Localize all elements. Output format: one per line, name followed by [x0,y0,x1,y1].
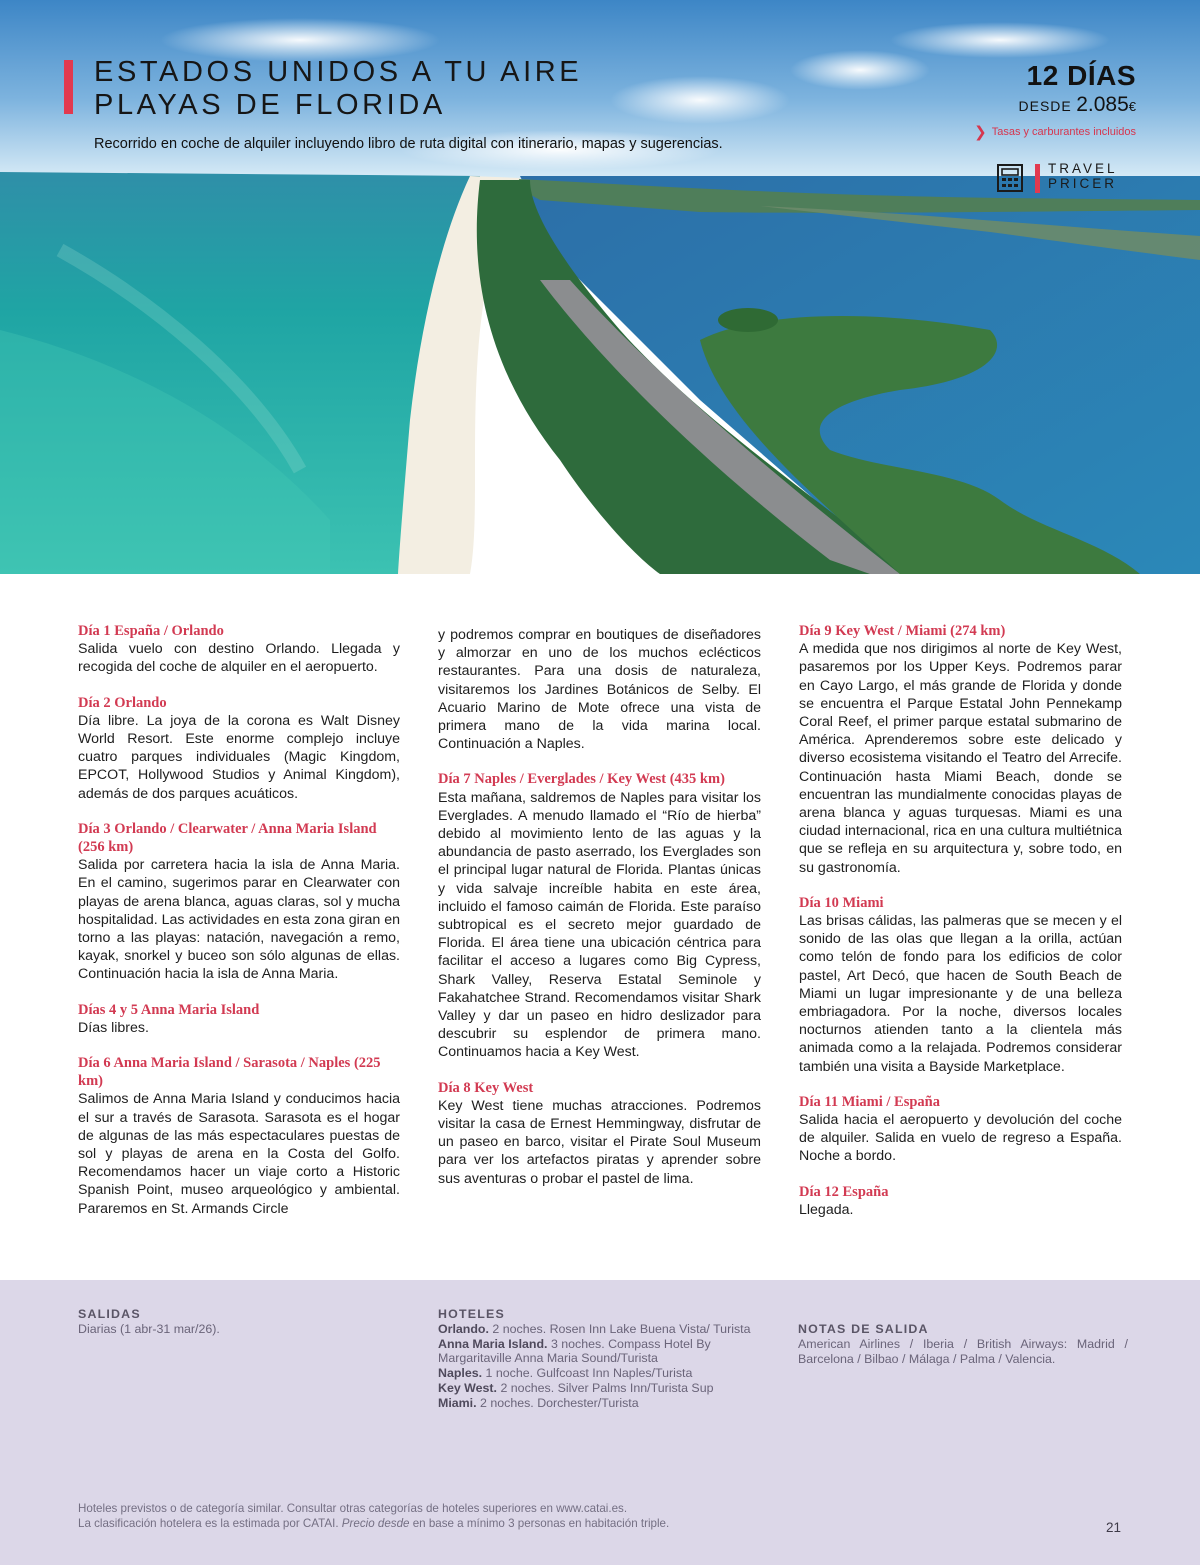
day-12 [799,1183,1122,1219]
hotels-label: HOTELES [438,1307,505,1321]
day-text: Día libre. La joya de la corona es Walt Disney World Resort. Este enorme complejo incluye cuatro parques individuales (Magic Kingdom, EPCOT, Hollywood Studios y Animal Kingdom), además de dos parques acuáticos. [78,712,400,802]
hotel-city: Naples. [438,1366,483,1381]
footer-line-2 [78,1517,669,1532]
day-9 [799,622,1122,877]
page-title [94,56,582,122]
badge-line-2: PRICER [1048,176,1118,191]
footer-line-2-italic: Precio desde [341,1516,410,1530]
day-text: y podremos comprar en boutiques de diseñadores y almorzar en uno de los muchos eclécticos restaurantes. Para una dosis de naturaleza, visitaremos los Jardines Botánicos de Selby. El Acuario Marino de Mote ofrece una vista de primera mano de la vida marina local. Continuación a Naples. [438,627,761,753]
info-panel [0,1280,1200,1565]
price-currency: € [1128,99,1136,114]
days-4-5 [78,1001,400,1037]
day-text: A medida que nos dirigimos al norte de Key West, pasaremos por los Upper Keys. Podremos parar en Cayo Largo, el más grande de Florida y donde se encuentra el Parque Estatal John Pennekamp Coral Reef, el primer parque estatal submarino de América. Aprenderemos sobre este delicado y diverso ecosistema visitando el Teatro del Arrecife. Continuación hasta Miami Beach, donde se encuentran las mundialmente conocidas playas de arena blanca y aguas turquesas. Miami es una ciudad internacional, rica en una cultura multiétnica que se refleja en su arquitectura y, sobre todo, en su gastronomía. [799,641,1122,876]
hotels-block [438,1307,758,1411]
departure-notes-block [798,1322,1128,1366]
day-title: Día 6 Anna Maria Island / Sarasota / Naples (225 km) [78,1055,381,1090]
title-line-2: PLAYAS DE FLORIDA [94,89,446,121]
badge-text [1048,161,1118,191]
day-title: Día 7 Naples / Everglades / Key West (435 km) [438,771,725,788]
hotel-entry [438,1366,758,1381]
day-text: Salida por carretera hacia la isla de Anna Maria. En el camino, sugerimos parar en Clearwater con playas de arena blanca, aguas claras, sol y mucha hospitalidad. Las actividades en esta zona giran en torno a las playas: natación, navegación a remo, kayak, snorkel y buceo son sólo algunas de ellas. Continuación hacia la isla de Anna Maria. [78,857,400,983]
title-accent-bar [64,60,73,114]
day-6-continued [438,626,761,753]
day-title: Día 10 Miami [799,894,884,911]
badge-line-1: TRAVEL [1048,161,1118,176]
trip-duration: 12 DÍAS [1026,60,1136,91]
day-text: Esta mañana, saldremos de Naples para visitar los Everglades. A menudo llamado el “Río de hierba” debido al movimiento lento de las aguas y la abundancia de pasto aserrado, los Everglades son el principal lugar natural de Florida. Plantas únicas y vida salvaje increíble habita en este área, incluido el famoso caimán de Florida. Este paraíso subtropical es el secreto mejor guardado de Florida. El área tiene una ubicación céntrica para facilitar el acceso a lugares como Big Cypress, Shark Valley, Reserva Estatal Seminole y Fakahatchee Strand. Recomendamos visitar Shark Valley y dar un paseo en hidro deslizador para descubrir su esplendor de primera mano. Continuamos hacia a Key West. [438,789,761,1061]
taxes-note-text: Tasas y carburantes incluidos [991,126,1136,138]
page-number: 21 [1106,1520,1122,1535]
footer-line-2-end: en base a mínimo 3 personas en habitación triple. [412,1516,670,1530]
hotel-detail: 2 noches. Rosen Inn Lake Buena Vista/ Turista [492,1321,751,1336]
itinerary-column-2 [438,626,761,1205]
hero-banner [0,0,1200,574]
hotel-entry [438,1337,758,1367]
day-6 [78,1054,400,1218]
day-text: Salimos de Anna Maria Island y conducimos hacia el sur a través de Sarasota. Sarasota es el hogar de algunas de las más espectaculares puestas de sol y playas de arena en la Costa del Golfo. Recomendamos hacer un viaje corto a Historic Spanish Point, museo arqueológico y ambiental. Pararemos en St. Armands Circle [78,1091,400,1217]
price-prefix: DESDE [1018,98,1072,114]
footer-line-2-start: La clasificación hotelera es la estimada por CATAI. [78,1516,339,1530]
day-text: Key West tiene muchas atracciones. Podremos visitar la casa de Ernest Hemmingway, disfrutar de un paseo en barco, visitar el Pirate Soul Museum para ver los artefactos piratas y aprender sobre sus aventuras o probar el pastel de lima. [438,1097,761,1187]
day-title: Día 12 España [799,1183,889,1200]
day-7 [438,770,761,1061]
day-3 [78,820,400,984]
chevron-right-icon: ❯ [974,123,987,141]
day-text: Salida vuelo con destino Orlando. Llegada y recogida del coche de alquiler en el aeropuerto. [78,641,400,676]
day-title: Día 11 Miami / España [799,1093,940,1110]
footer-line-1: Hoteles previstos o de categoría similar. Consultar otras categorías de hoteles superiores en www.catai.es. [78,1502,628,1515]
departures-label: SALIDAS [78,1307,141,1321]
day-1 [78,622,400,677]
day-2 [78,694,400,803]
departures-text: Diarias (1 abr-31 mar/26). [78,1321,220,1336]
day-text: Salida hacia el aeropuerto y devolución del coche de alquiler. Salida en vuelo de regreso a España. Noche a bordo. [799,1112,1122,1165]
itinerary-column-1 [78,622,400,1235]
taxes-note [974,123,1136,141]
departure-notes-text: American Airlines / Iberia / British Airways: Madrid / Barcelona / Bilbao / Málaga / Palma / Valencia. [798,1336,1128,1366]
day-10 [799,894,1122,1076]
travel-pricer-badge [997,161,1121,195]
hotel-city: Orlando. [438,1321,489,1336]
hotel-entry [438,1396,758,1411]
price-amount: 2.085 [1076,93,1129,116]
departure-notes-label: NOTAS DE SALIDA [798,1322,929,1336]
hotel-detail: 2 noches. Dorchester/Turista [480,1395,639,1410]
hotel-detail: 1 noche. Gulfcoast Inn Naples/Turista [485,1366,693,1381]
departures-block [78,1307,398,1337]
hotel-detail: 3 noches. Compass Hotel By Margaritaville Anna Maria Sound/Turista [438,1336,711,1366]
footer-notes [78,1502,669,1531]
day-8 [438,1079,761,1188]
day-text: Llegada. [799,1201,854,1218]
hotel-detail: 2 noches. Silver Palms Inn/Turista Sup [500,1380,714,1395]
day-title: Día 3 Orlando / Clearwater / Anna Maria Island (256 km) [78,820,377,856]
price-block [1019,93,1136,117]
hotel-city: Miami. [438,1395,477,1410]
title-line-1: ESTADOS UNIDOS A TU AIRE [94,56,583,88]
day-title: Día 8 Key West [438,1079,534,1096]
hotel-entry [438,1381,758,1396]
day-text: Las brisas cálidas, las palmeras que se mecen y el sonido de las olas que llegan a la orilla, actúan como telón de fondo para los edificios de color pastel, Art Decó, que hacen de South Beach de Miami un lugar impresionante y de una belleza embriagadora. Por la noche, diversos locales nocturnos atienden tanto a la clientela más animada como a la relajada. Podremos considerar también una visita a Bayside Marketplace. [799,913,1122,1075]
hotel-city: Key West. [438,1380,497,1395]
itinerary-column-3 [799,622,1122,1236]
day-title: Día 1 España / Orlando [78,623,224,639]
day-title: Día 2 Orlando [78,694,167,711]
day-11 [799,1093,1122,1166]
badge-accent-bar [1035,164,1040,193]
day-text: Días libres. [78,1019,149,1036]
day-title: Día 9 Key West / Miami (274 km) [799,623,1006,639]
calculator-icon [997,164,1023,192]
hotel-city: Anna Maria Island. [438,1336,548,1351]
day-title: Días 4 y 5 Anna Maria Island [78,1001,260,1018]
trip-subtitle: Recorrido en coche de alquiler incluyendo libro de ruta digital con itinerario, mapas y sugerencias. [94,136,723,152]
hotel-entry [438,1322,758,1337]
